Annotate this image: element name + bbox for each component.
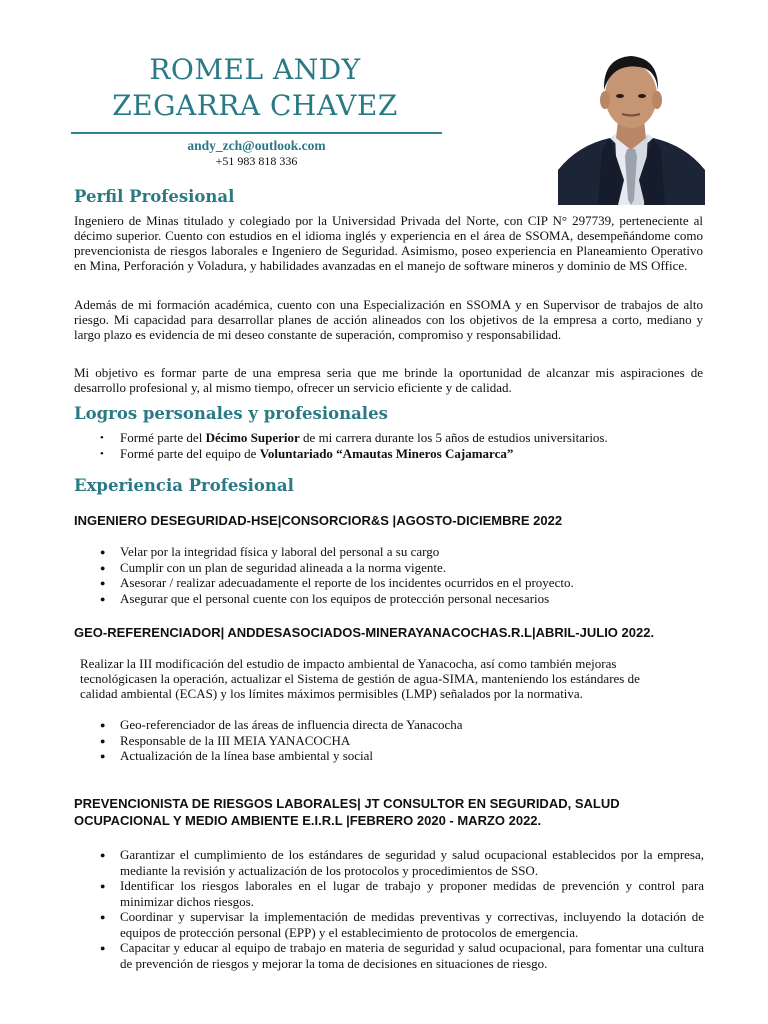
job-title-3 — [74, 795, 714, 829]
perfil-paragraph-3: Mi objetivo es formar parte de una empresa seria que me brinde la oportunidad de alcanzar mis aspiraciones de desarrollo profesional y, al mismo tiempo, ofrecer un servicio eficiente y de calidad. — [74, 365, 703, 395]
list-item: ● Cumplir con un plan de seguridad alineada a la norma vigente. — [100, 560, 704, 576]
list-item: ● Asegurar que el personal cuente con los equipos de protección personal necesarios — [100, 591, 704, 607]
job-title-3-line-2: OCUPACIONAL Y MEDIO AMBIENTE E.I.R.L |FEBRERO 2020 - MARZO 2022. — [74, 813, 542, 828]
job-2-description: Realizar la III modificación del estudio de impacto ambiental de Yanacocha, así como también mejoras tecnológicasen la operación, actualizar el Sistema de gestión de agua-SIMA, manteniendo los estándares de calidad ambiental (ECAS) y los límites máximos permisibles (LMP) señalados por la normativa. — [80, 656, 640, 701]
list-item: ● Identificar los riesgos laborales en el lugar de trabajo y proponer medidas de prevención y control para minimizar dichos riesgos. — [100, 878, 704, 909]
list-item: ● Geo-referenciador de las áreas de influencia directa de Yanacocha — [100, 717, 704, 733]
logros-list — [100, 430, 608, 462]
list-item: ● Actualización de la línea base ambiental y social — [100, 748, 704, 764]
email-address[interactable]: andy_zch@outlook.com — [187, 138, 326, 153]
list-item: • Formé parte del Décimo Superior de mi carrera durante los 5 años de estudios universitarios. — [100, 430, 608, 446]
job-1-duties — [100, 544, 704, 606]
name-divider — [71, 132, 442, 134]
list-item: • Formé parte del equipo de Voluntariado “Amautas Mineros Cajamarca” — [100, 446, 608, 462]
name-line-2: ZEGARRA CHAVEZ — [112, 89, 398, 122]
section-heading-experiencia: Experiencia Profesional — [74, 476, 294, 495]
section-heading-logros: Logros personales y profesionales — [74, 404, 388, 423]
list-item: ● Capacitar y educar al equipo de trabajo en materia de seguridad y salud ocupacional, para fomentar una cultura de prevención de riesgos y mejorar la toma de decisiones en situaciones de riesgo. — [100, 940, 704, 971]
job-title-2: GEO-REFERENCIADOR| ANDDESASOCIADOS-MINERAYANACOCHAS.R.L|ABRIL-JULIO 2022. — [74, 625, 655, 640]
profile-photo — [558, 50, 705, 205]
list-item: ● Responsable de la III MEIA YANACOCHA — [100, 733, 704, 749]
list-item: ● Asesorar / realizar adecuadamente el reporte de los incidentes ocurridos en el proyecto. — [100, 575, 704, 591]
list-item: ● Coordinar y supervisar la implementación de medidas preventivas y correctivas, incluyendo la dotación de equipos de protección personal (EPP) y el establecimiento de protocolos de emergencia. — [100, 909, 704, 940]
job-3-duties — [100, 847, 704, 971]
perfil-paragraph-1: Ingeniero de Minas titulado y colegiado por la Universidad Privada del Norte, con CIP N° 297739, perteneciente al décimo superior. Cuento con estudios en el idioma inglés y experiencia en el área de SSOMA, desempeñándome como prevencionista de riesgos laborales e Ingeniero de Seguridad. Asimismo, poseo experiencia en Planeamiento Operativo en Mina, Perforación y Voladura, y habilidades avanzadas en el manejo de software mineros y dominio de MS Office. — [74, 213, 703, 273]
list-item: ● Garantizar el cumplimiento de los estándares de seguridad y salud ocupacional establecidos por la empresa, mediante la revisión y actualización de los protocolos y procedimientos de SSO. — [100, 847, 704, 878]
list-item: ● Velar por la integridad física y laboral del personal a su cargo — [100, 544, 704, 560]
perfil-paragraph-2: Además de mi formación académica, cuento con una Especialización en SSOMA y en Supervisor de trabajos de alto riesgo. Mi capacidad para desarrollar planes de acción alineados con los objetivos de la empresa a corto, mediano y largo plazo es evidencia de mi deseo constante de superación, compromiso y responsabilidad. — [74, 297, 703, 342]
candidate-name — [70, 52, 440, 124]
phone-number: +51 983 818 336 — [215, 154, 298, 168]
job-title-1: INGENIERO DESEGURIDAD-HSE|CONSORCIOR&S |AGOSTO-DICIEMBRE 2022 — [74, 513, 563, 528]
name-line-1: ROMEL ANDY — [149, 53, 361, 86]
portrait-illustration — [558, 50, 705, 205]
job-title-3-line-1: PREVENCIONISTA DE RIESGOS LABORALES| JT CONSULTOR EN SEGURIDAD, SALUD — [74, 796, 620, 811]
section-heading-perfil: Perfil Profesional — [74, 187, 235, 206]
job-2-duties — [100, 717, 704, 764]
